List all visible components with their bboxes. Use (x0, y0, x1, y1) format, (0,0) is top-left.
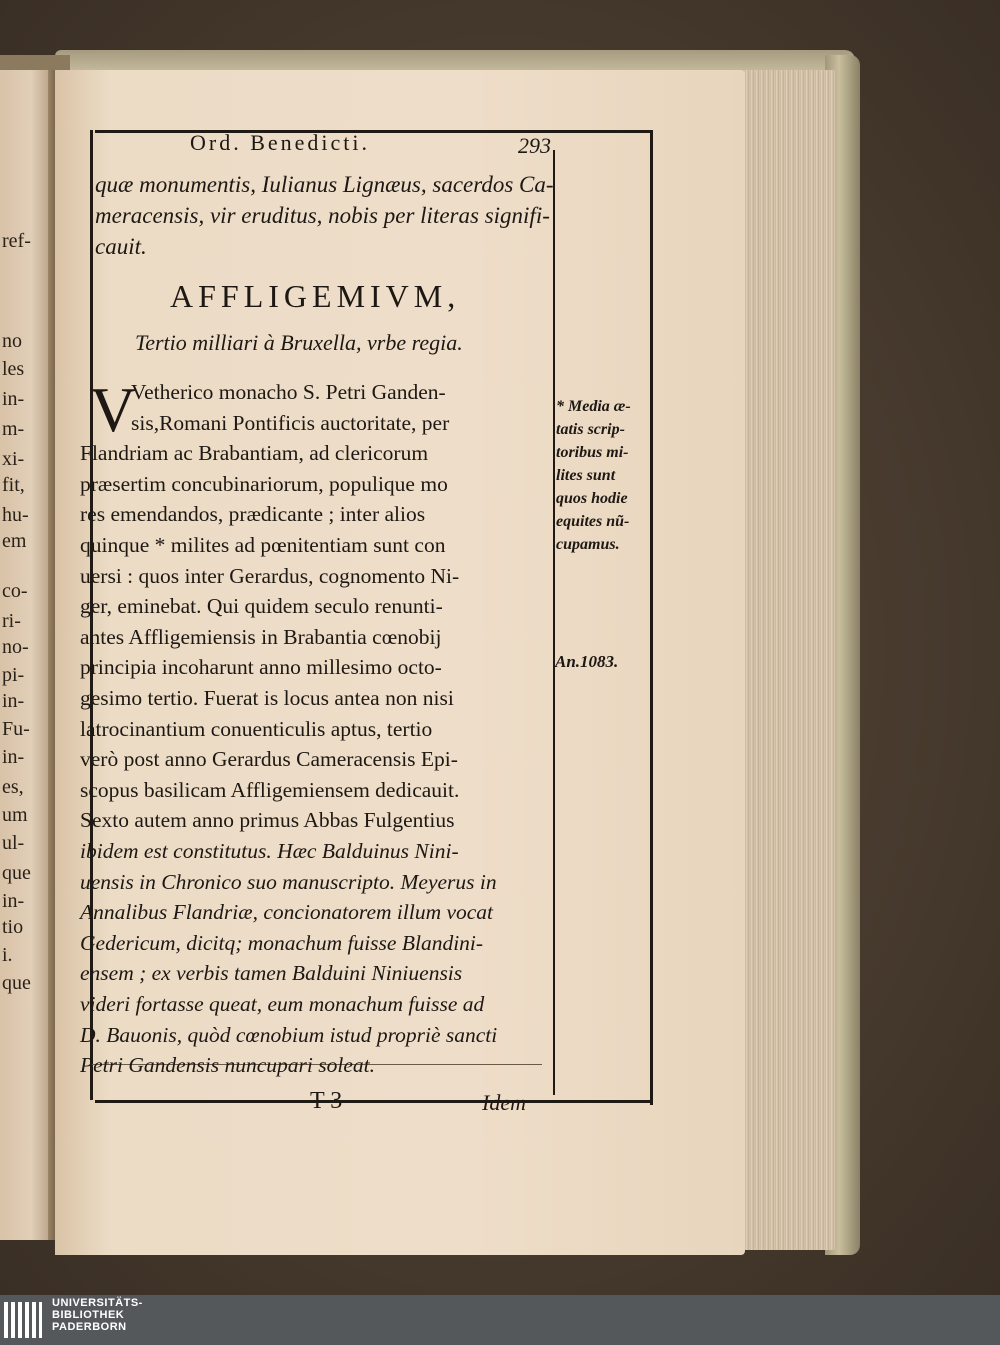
body-line: gesimo tertio. Fuerat is locus antea non nisi (80, 686, 454, 710)
frame-outer-right-rule (650, 130, 653, 1105)
frame-bottom-rule (95, 1100, 653, 1103)
left-page-fragment: que (2, 862, 31, 884)
margin-note-line: equites nũ- (556, 513, 630, 530)
left-page-fragment: in- (2, 890, 25, 912)
body-line: D. Bauonis, quòd cœnobium istud propriè sancti (80, 1022, 498, 1047)
margin-note-line: cupamus. (556, 536, 620, 553)
signature-mark: T 3 (310, 1088, 343, 1114)
library-logo-icon (0, 1296, 44, 1344)
page-number: 293 (518, 133, 551, 158)
body-line: ibidem est constitutus. Hæc Balduinus Nini- (80, 839, 459, 863)
section-subheading: Tertio milliari à Bruxella, vrbe regia. (135, 330, 463, 355)
left-page-fragment: pi- (2, 664, 25, 686)
margin-note-line: toribus mi- (556, 444, 629, 461)
left-page-fragment: i. (2, 944, 13, 966)
left-page-fragment: xi- (2, 448, 25, 470)
body-line: verò post anno Gerardus Cameracensis Epi- (80, 747, 458, 772)
margin-note-line: tatis scrip- (556, 421, 625, 438)
left-page-fragment: ref- (2, 230, 31, 252)
body-line: antes Affligemiensis in Brabantia cœnobij (80, 624, 442, 649)
left-page-fragment: fit, (2, 474, 25, 496)
body-line: videri fortasse queat, eum monachum fuisse ad (80, 992, 485, 1016)
left-page-fragment: in- (2, 746, 25, 768)
body-line: Sexto autem anno primus Abbas Fulgentius (80, 808, 455, 833)
body-line: præsertim concubinariorum, populique mo (80, 471, 448, 496)
body-line: quinque * milites ad pœnitentiam sunt con (80, 533, 446, 557)
top-line: meracensis, vir eruditus, nobis per literas signifi- (95, 203, 550, 228)
left-page-fragment: tio (2, 916, 24, 938)
left-page-fragment: ri- (2, 610, 21, 632)
left-page-fragment: es, (2, 776, 24, 798)
left-page-fragment: em (2, 530, 27, 552)
margin-note-line: lites sunt (556, 467, 616, 484)
body-line: ger, eminebat. Qui quidem seculo renunti- (80, 594, 443, 619)
body-line: res emendandos, prædicante ; inter alios (80, 502, 426, 527)
body-line: Annalibus Flandriæ, concionatorem illum vocat (80, 900, 494, 925)
left-page-fragment: hu- (2, 504, 29, 526)
left-page-fragment: no- (2, 636, 29, 658)
drop-cap: V (90, 374, 137, 445)
body-line: Gedericum, dicitq; monachum fuisse Blandini- (80, 930, 484, 955)
library-name-line-1: UNIVERSITÄTS- (52, 1297, 143, 1309)
frame-inner-right-rule (553, 150, 555, 1095)
frame-top-rule (95, 130, 650, 133)
left-page-fragment: m- (2, 418, 25, 440)
margin-year: An.1083. (555, 652, 619, 671)
catchword: Idem (482, 1090, 526, 1115)
running-head: Ord. Benedicti. (190, 130, 371, 155)
left-page-fragment: ul- (2, 832, 25, 854)
body-line: ensem ; ex verbis tamen Balduini Niniuensis (80, 961, 463, 986)
left-page-text-fragments (0, 70, 52, 1240)
body-line: uersi : quos inter Gerardus, cognomento Ni- (80, 563, 460, 588)
body-line: uensis in Chronico suo manuscripto. Meyerus in (80, 869, 497, 894)
body-line: Vetherico monacho S. Petri Ganden- (131, 380, 446, 404)
library-name-line-3: PADERBORN (52, 1321, 127, 1333)
left-page-fragment: in- (2, 388, 25, 410)
body-line: sis,Romani Pontificis auctoritate, per (131, 410, 450, 435)
body-line: Flandriam ac Brabantiam, ad clericorum (80, 441, 429, 466)
left-page-fragment: no (2, 330, 22, 352)
top-line: quæ monumentis, Iulianus Lignæus, sacerdos Ca- (95, 172, 554, 197)
left-page-fragment: co- (2, 580, 28, 602)
left-page-fragment: que (2, 972, 31, 994)
body-line: latrocinantium conuenticulis aptus, tertio (80, 716, 433, 741)
body-line: principia incoharunt anno millesimo octo- (80, 655, 442, 680)
body-line: scopus basilicam Affligemiensem dedicauit. (80, 777, 460, 802)
left-page-fragment: um (2, 804, 28, 826)
left-page-fragment: les (2, 358, 25, 380)
library-name-line-2: BIBLIOTHEK (52, 1309, 125, 1321)
left-page (0, 70, 52, 1240)
section-heading: AFFLIGEMIVM, (170, 278, 461, 314)
margin-note-line: * Media æ- (556, 398, 631, 415)
margin-note-line: quos hodie (556, 490, 628, 507)
page-fore-edge (740, 70, 835, 1250)
left-page-fragment: Fu- (2, 718, 30, 740)
top-line: cauit. (95, 234, 147, 259)
library-footer-bar (0, 1295, 1000, 1345)
body-line: Petri Gandensis nuncupari soleat. (80, 1053, 376, 1078)
left-page-fragment: in- (2, 690, 25, 712)
